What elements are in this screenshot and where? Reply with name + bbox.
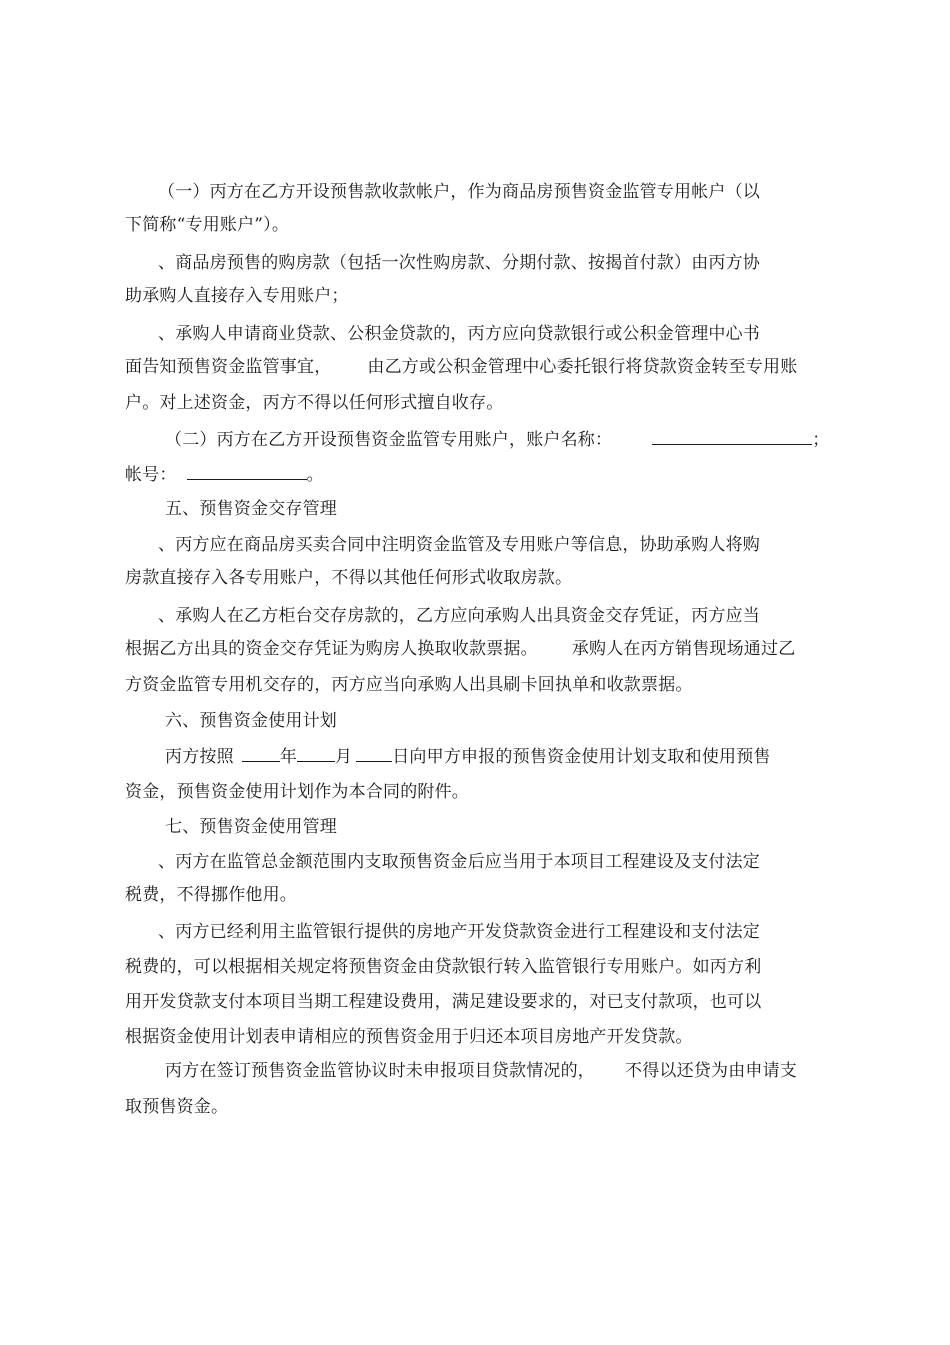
year-blank bbox=[242, 744, 280, 762]
section-heading: 六、预售资金使用计划 bbox=[165, 711, 337, 731]
paragraph-line: 资金，预售资金使用计划作为本合同的附件。 bbox=[125, 782, 469, 802]
paragraph-line bbox=[125, 355, 797, 379]
account-name-blank bbox=[652, 427, 812, 445]
text-segment: 丙方在签订预售资金监管协议时未申报项目贷款情况的， bbox=[165, 1061, 595, 1081]
paragraph-line: 、丙方已经利用主监管银行提供的房地产开发贷款资金进行工程建设和支付法定 bbox=[158, 922, 760, 942]
paragraph-line: 下简称“专用账户”）。 bbox=[125, 215, 290, 235]
text-segment: 根据乙方出具的资金交存凭证为购房人换取收款票据。 bbox=[125, 639, 538, 659]
text-segment: （二）丙方在乙方开设预售资金监管专用账户，账户名称： bbox=[165, 430, 613, 450]
text-segment: ； bbox=[812, 430, 830, 450]
paragraph-line: 、丙方应在商品房买卖合同中注明资金监管及专用账户等信息，协助承购人将购 bbox=[158, 535, 760, 555]
paragraph-line: 、商品房预售的购房款（包括一次性购房款、分期付款、按揭首付款）由丙方协 bbox=[158, 253, 760, 273]
text-segment: 帐号： bbox=[125, 465, 177, 485]
paragraph-line: 税费，不得挪作他用。 bbox=[125, 885, 297, 905]
section-heading: 五、预售资金交存管理 bbox=[165, 499, 337, 519]
section-heading: 七、预售资金使用管理 bbox=[165, 817, 337, 837]
text-segment: 月 bbox=[335, 747, 353, 767]
paragraph-line: 、丙方在监管总金额范围内支取预售资金后应当用于本项目工程建设及支付法定 bbox=[158, 852, 760, 872]
text-segment: 。 bbox=[306, 465, 324, 485]
paragraph-line: 取预售资金。 bbox=[125, 1097, 229, 1117]
text-segment: 丙方按照 bbox=[165, 747, 234, 767]
month-blank bbox=[297, 744, 335, 762]
text-segment: 面告知预售资金监管事宜， bbox=[125, 357, 332, 377]
account-number-blank bbox=[187, 462, 307, 480]
text-segment: 日向甲方申报的预售资金使用计划支取和使用预售 bbox=[392, 747, 771, 767]
paragraph-line: 方资金监管专用机交存的，丙方应当向承购人出具刷卡回执单和收款票据。 bbox=[125, 675, 693, 695]
paragraph-line: 房款直接存入各专用账户，不得以其他任何形式收取房款。 bbox=[125, 568, 573, 588]
paragraph-line: 、承购人在乙方柜台交存房款的，乙方应向承购人出具资金交存凭证，丙方应当 bbox=[158, 606, 760, 626]
paragraph-line: 户。对上述资金，丙方不得以任何形式擅自收存。 bbox=[125, 393, 504, 413]
paragraph-line bbox=[165, 427, 829, 452]
paragraph-line bbox=[125, 462, 324, 487]
paragraph-line: 用开发贷款支付本项目当期工程建设费用，满足建设要求的，对已支付款项，也可以 bbox=[125, 992, 762, 1012]
text-segment: 承购人在丙方销售现场通过乙 bbox=[571, 639, 796, 659]
text-segment: 不得以还贷为由申请支 bbox=[625, 1061, 797, 1081]
paragraph-line: 税费的，可以根据相关规定将预售资金由贷款银行转入监管银行专用账户。如丙方利 bbox=[125, 957, 762, 977]
paragraph-line bbox=[165, 744, 771, 769]
paragraph-line bbox=[125, 637, 795, 661]
paragraph-line: （一）丙方在乙方开设预售款收款帐户，作为商品房预售资金监管专用帐户（以 bbox=[158, 182, 760, 202]
day-blank bbox=[356, 744, 392, 762]
paragraph-line bbox=[165, 1059, 797, 1083]
paragraph-line: 、承购人申请商业贷款、公积金贷款的，丙方应向贷款银行或公积金管理中心书 bbox=[158, 324, 760, 344]
paragraph-line: 助承购人直接存入专用账户； bbox=[125, 286, 349, 306]
text-segment: 年 bbox=[279, 747, 298, 767]
text-segment: 由乙方或公积金管理中心委托银行将贷款资金转至专用账 bbox=[367, 357, 798, 377]
paragraph-line: 根据资金使用计划表申请相应的预售资金用于归还本项目房地产开发贷款。 bbox=[125, 1027, 693, 1047]
